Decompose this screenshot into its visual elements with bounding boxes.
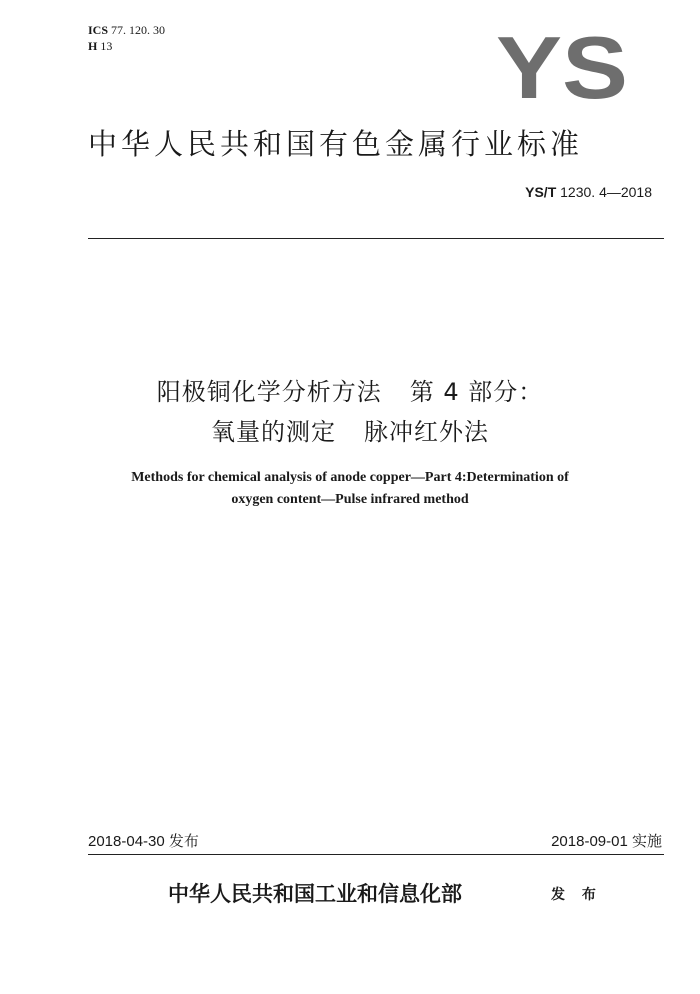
chinese-subtitle-method: 脉冲红外法 [364, 418, 489, 446]
chinese-title-line-1 [0, 372, 700, 407]
ccs-value: 13 [100, 39, 113, 53]
standard-type-title: 中华人民共和国有色金属行业标准 [88, 127, 584, 161]
standard-code-prefix: YS/T [525, 184, 557, 200]
publish-date: 2018-04-30 发布 [88, 833, 199, 850]
ics-code [88, 22, 165, 38]
english-title-line-1: Methods for chemical analysis of anode copper—Part 4:Determination of [131, 470, 569, 485]
footer-divider [88, 854, 664, 855]
issuing-authority: 中华人民共和国工业和信息化部 [168, 881, 462, 906]
effective-date: 2018-09-01 实施 [551, 833, 662, 850]
ics-label: ICS [88, 23, 109, 37]
english-title-line-2: oxygen content—Pulse infrared method [231, 492, 469, 507]
ys-logo [494, 32, 630, 102]
chinese-title-line-2 [0, 412, 700, 447]
header-divider [88, 238, 664, 239]
ccs-label: H [88, 39, 98, 53]
issue-label: 发 布 [551, 887, 602, 903]
chinese-subtitle-determination: 氧量的测定 [211, 418, 336, 446]
standard-code [525, 184, 652, 200]
logo-text: YS [496, 32, 628, 102]
classification-codes [88, 22, 165, 54]
chinese-title-main: 阳极铜化学分析方法 [156, 378, 382, 406]
ccs-code [88, 38, 165, 54]
chinese-title-part: 第 4 部分： [409, 378, 544, 406]
ics-value: 77. 120. 30 [111, 23, 166, 37]
standard-code-number: 1230. 4—2018 [560, 184, 652, 200]
